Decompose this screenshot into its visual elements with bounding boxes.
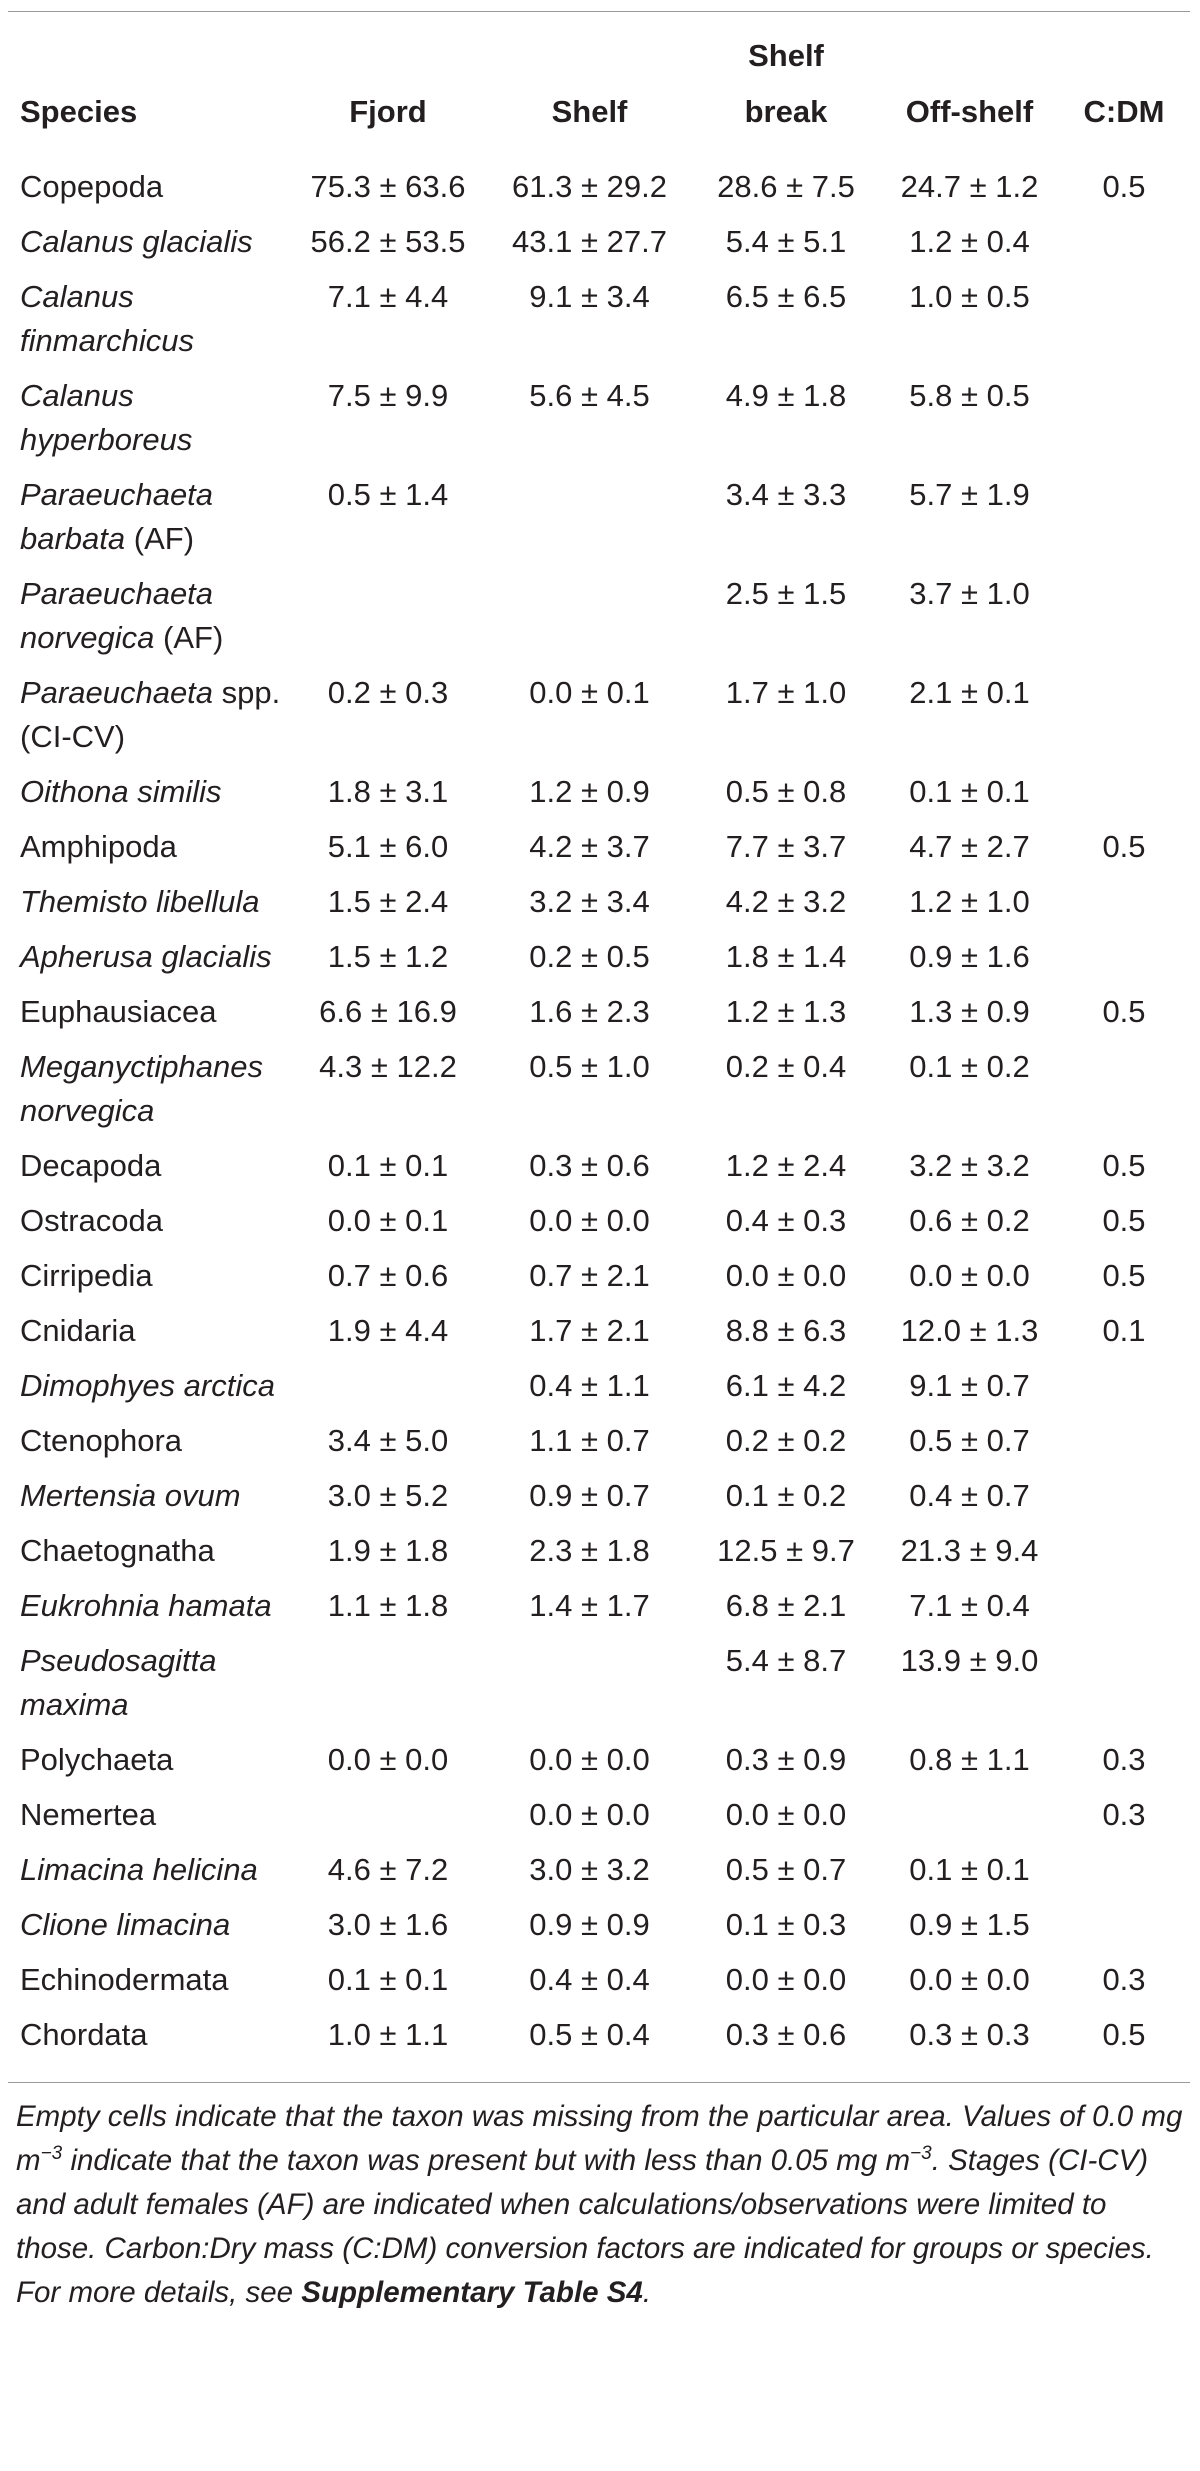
species-cell bbox=[8, 1254, 288, 1309]
shelf-break-cell: 4.9 ± 1.8 bbox=[725, 378, 847, 413]
shelf-break-cell: 0.3 ± 0.6 bbox=[725, 2017, 847, 2052]
species-cell bbox=[8, 1584, 288, 1639]
species-cell bbox=[8, 1419, 288, 1474]
off-shelf-cell: 13.9 ± 9.0 bbox=[900, 1643, 1039, 1678]
off-shelf-cell: 1.2 ± 1.0 bbox=[909, 884, 1030, 919]
species-cell bbox=[8, 1848, 288, 1903]
fjord-cell: 4.3 ± 12.2 bbox=[319, 1049, 457, 1084]
shelf-break-cell: 6.8 ± 2.1 bbox=[725, 1588, 847, 1623]
shelf-break-cell: 0.5 ± 0.7 bbox=[725, 1852, 847, 1887]
off-shelf-cell bbox=[881, 1793, 1058, 1848]
header-species: Species bbox=[20, 94, 138, 129]
off-shelf-cell: 5.7 ± 1.9 bbox=[909, 477, 1030, 512]
table-row bbox=[8, 880, 1190, 935]
off-shelf-cell: 0.9 ± 1.5 bbox=[909, 1907, 1030, 1942]
fjord-cell: 0.2 ± 0.3 bbox=[327, 675, 449, 710]
species-name: Polychaeta bbox=[20, 1742, 174, 1777]
shelf-break-cell: 3.4 ± 3.3 bbox=[725, 477, 847, 512]
cdm-cell: 0.1 bbox=[1102, 1313, 1146, 1348]
shelf-cell: 0.7 ± 2.1 bbox=[529, 1258, 650, 1293]
species-qualifier: (AF) bbox=[154, 620, 224, 655]
shelf-break-cell: 0.2 ± 0.2 bbox=[725, 1423, 847, 1458]
species-cell bbox=[8, 935, 288, 990]
shelf-cell bbox=[488, 473, 691, 572]
off-shelf-cell: 1.2 ± 0.4 bbox=[909, 224, 1030, 259]
table-row bbox=[8, 1474, 1190, 1529]
cdm-cell: 0.5 bbox=[1102, 1148, 1146, 1183]
table-row bbox=[8, 374, 1190, 473]
species-name: Clione limacina bbox=[20, 1907, 231, 1942]
off-shelf-cell: 4.7 ± 2.7 bbox=[909, 829, 1030, 864]
cdm-cell bbox=[1058, 1584, 1190, 1639]
table-container bbox=[8, 0, 1190, 2315]
shelf-break-cell: 28.6 ± 7.5 bbox=[717, 169, 855, 204]
table-row bbox=[8, 935, 1190, 990]
cdm-cell bbox=[1058, 935, 1190, 990]
fjord-cell: 3.0 ± 1.6 bbox=[327, 1907, 449, 1942]
table-row bbox=[8, 1254, 1190, 1309]
fjord-cell: 0.7 ± 0.6 bbox=[327, 1258, 449, 1293]
cdm-cell: 0.5 bbox=[1102, 2017, 1146, 2052]
fjord-cell: 3.0 ± 5.2 bbox=[327, 1478, 449, 1513]
species-cell bbox=[8, 1309, 288, 1364]
off-shelf-cell: 0.6 ± 0.2 bbox=[909, 1203, 1030, 1238]
table-body bbox=[8, 152, 1190, 2068]
off-shelf-cell: 0.0 ± 0.0 bbox=[909, 1962, 1030, 1997]
cdm-cell bbox=[1058, 374, 1190, 473]
species-name: Calanus hyperboreus bbox=[20, 378, 193, 457]
species-cell bbox=[8, 825, 288, 880]
cdm-cell bbox=[1058, 1045, 1190, 1144]
fjord-cell: 5.1 ± 6.0 bbox=[327, 829, 449, 864]
off-shelf-cell: 21.3 ± 9.4 bbox=[900, 1533, 1039, 1568]
shelf-break-cell: 1.8 ± 1.4 bbox=[725, 939, 847, 974]
fjord-cell: 0.1 ± 0.1 bbox=[327, 1962, 449, 1997]
off-shelf-cell: 1.3 ± 0.9 bbox=[909, 994, 1030, 1029]
shelf-cell: 9.1 ± 3.4 bbox=[529, 279, 650, 314]
species-cell bbox=[8, 1144, 288, 1199]
shelf-cell: 61.3 ± 29.2 bbox=[512, 169, 667, 204]
shelf-break-cell: 0.0 ± 0.0 bbox=[725, 1258, 847, 1293]
fjord-cell: 56.2 ± 53.5 bbox=[310, 224, 466, 259]
header-cdm: C:DM bbox=[1083, 94, 1165, 129]
species-name: Amphipoda bbox=[20, 829, 177, 864]
table-row bbox=[8, 1199, 1190, 1254]
table-row bbox=[8, 825, 1190, 880]
shelf-cell: 0.5 ± 0.4 bbox=[529, 2017, 650, 2052]
off-shelf-cell: 0.1 ± 0.1 bbox=[909, 774, 1030, 809]
cdm-cell bbox=[1058, 1419, 1190, 1474]
off-shelf-cell: 9.1 ± 0.7 bbox=[909, 1368, 1030, 1403]
shelf-break-cell: 0.0 ± 0.0 bbox=[725, 1962, 847, 1997]
biomass-table bbox=[8, 12, 1190, 2068]
species-name: Echinodermata bbox=[20, 1962, 229, 1997]
shelf-cell: 1.4 ± 1.7 bbox=[529, 1588, 650, 1623]
table-footnote: Empty cells indicate that the taxon was missing from the particular area. Values of 0.0 mg $m^{-3}$ indicate that the taxon was present but with less than 0.05 mg $m^{-3}$. Stages (CI-CV) and adult females (AF) are indicated when calculations/observations were limited to those. Carbon:Dry mass (C:DM) conversion factors are indicated for groups or species. For more details, see Supplementary Table S4. bbox=[16, 2100, 1183, 2309]
species-name: Euphausiacea bbox=[20, 994, 217, 1029]
shelf-cell: 0.0 ± 0.1 bbox=[529, 675, 650, 710]
table-row bbox=[8, 770, 1190, 825]
species-name: Oithona similis bbox=[20, 774, 222, 809]
shelf-cell bbox=[488, 572, 691, 671]
species-cell bbox=[8, 1903, 288, 1958]
shelf-break-cell: 6.5 ± 6.5 bbox=[725, 279, 847, 314]
species-name: Limacina helicina bbox=[20, 1852, 258, 1887]
shelf-cell: 0.9 ± 0.9 bbox=[529, 1907, 650, 1942]
fjord-cell: 7.5 ± 9.9 bbox=[327, 378, 449, 413]
off-shelf-cell: 0.0 ± 0.0 bbox=[909, 1258, 1030, 1293]
species-name: Chaetognatha bbox=[20, 1533, 215, 1568]
species-qualifier: (AF) bbox=[125, 521, 195, 556]
cdm-cell: 0.5 bbox=[1102, 994, 1146, 1029]
shelf-break-cell: 1.7 ± 1.0 bbox=[725, 675, 847, 710]
off-shelf-cell: 24.7 ± 1.2 bbox=[900, 169, 1039, 204]
header-shelf: Shelf bbox=[551, 94, 628, 129]
fjord-cell: 0.0 ± 0.0 bbox=[327, 1742, 449, 1777]
species-name: Chordata bbox=[20, 2017, 148, 2052]
cdm-cell bbox=[1058, 1639, 1190, 1738]
table-row bbox=[8, 671, 1190, 770]
off-shelf-cell: 0.4 ± 0.7 bbox=[909, 1478, 1030, 1513]
species-name: Nemertea bbox=[20, 1797, 157, 1832]
species-name: Eukrohnia hamata bbox=[20, 1588, 272, 1623]
off-shelf-cell: 3.2 ± 3.2 bbox=[909, 1148, 1030, 1183]
table-row bbox=[8, 1144, 1190, 1199]
shelf-break-cell: 0.4 ± 0.3 bbox=[725, 1203, 847, 1238]
cdm-cell bbox=[1058, 1474, 1190, 1529]
species-name: Meganyctiphanes norvegica bbox=[20, 1049, 263, 1128]
species-cell bbox=[8, 880, 288, 935]
species-cell bbox=[8, 1958, 288, 2013]
shelf-break-cell: 1.2 ± 2.4 bbox=[725, 1148, 847, 1183]
species-name: Calanus glacialis bbox=[20, 224, 253, 259]
shelf-break-cell: 8.8 ± 6.3 bbox=[725, 1313, 847, 1348]
header-shelf-break-line2: break bbox=[744, 94, 828, 129]
cdm-cell: 0.5 bbox=[1102, 1258, 1146, 1293]
off-shelf-cell: 12.0 ± 1.3 bbox=[900, 1313, 1039, 1348]
species-cell bbox=[8, 1045, 288, 1144]
shelf-break-cell: 7.7 ± 3.7 bbox=[725, 829, 847, 864]
species-cell bbox=[8, 220, 288, 275]
fjord-cell: 3.4 ± 5.0 bbox=[327, 1423, 449, 1458]
fjord-cell: 1.8 ± 3.1 bbox=[327, 774, 449, 809]
fjord-cell: 0.5 ± 1.4 bbox=[327, 477, 449, 512]
shelf-break-cell: 2.5 ± 1.5 bbox=[725, 576, 847, 611]
shelf-cell: 0.0 ± 0.0 bbox=[529, 1203, 650, 1238]
table-row bbox=[8, 572, 1190, 671]
fjord-cell: 1.9 ± 1.8 bbox=[327, 1533, 449, 1568]
species-name: Cirripedia bbox=[20, 1258, 153, 1293]
table-row bbox=[8, 1793, 1190, 1848]
species-cell bbox=[8, 1474, 288, 1529]
shelf-cell: 3.0 ± 3.2 bbox=[529, 1852, 650, 1887]
shelf-cell: 0.0 ± 0.0 bbox=[529, 1742, 650, 1777]
species-cell bbox=[8, 1529, 288, 1584]
shelf-cell: 1.7 ± 2.1 bbox=[529, 1313, 650, 1348]
species-cell bbox=[8, 671, 288, 770]
shelf-cell: 5.6 ± 4.5 bbox=[529, 378, 650, 413]
table-row bbox=[8, 1903, 1190, 1958]
header-off-shelf: Off-shelf bbox=[905, 94, 1034, 129]
shelf-break-cell: 0.2 ± 0.4 bbox=[725, 1049, 847, 1084]
shelf-cell: 0.3 ± 0.6 bbox=[529, 1148, 650, 1183]
shelf-cell: 1.2 ± 0.9 bbox=[529, 774, 650, 809]
shelf-break-cell: 0.0 ± 0.0 bbox=[725, 1797, 847, 1832]
cdm-cell bbox=[1058, 220, 1190, 275]
fjord-cell: 1.5 ± 1.2 bbox=[327, 939, 449, 974]
off-shelf-cell: 0.5 ± 0.7 bbox=[909, 1423, 1030, 1458]
shelf-break-cell: 0.3 ± 0.9 bbox=[725, 1742, 847, 1777]
shelf-cell: 3.2 ± 3.4 bbox=[529, 884, 650, 919]
species-cell bbox=[8, 1738, 288, 1793]
shelf-cell: 43.1 ± 27.7 bbox=[512, 224, 667, 259]
fjord-cell bbox=[288, 572, 488, 671]
header-shelf-break-line1: Shelf bbox=[748, 38, 824, 73]
species-name: Pseudosagitta maxima bbox=[20, 1643, 217, 1722]
off-shelf-cell: 0.3 ± 0.3 bbox=[909, 2017, 1030, 2052]
species-name: Paraeuchaeta barbata bbox=[20, 477, 214, 556]
species-name: Themisto libellula bbox=[20, 884, 260, 919]
table-row bbox=[8, 1958, 1190, 2013]
table-row bbox=[8, 1419, 1190, 1474]
cdm-cell: 0.5 bbox=[1102, 829, 1146, 864]
cdm-cell bbox=[1058, 1529, 1190, 1584]
off-shelf-cell: 0.8 ± 1.1 bbox=[909, 1742, 1030, 1777]
shelf-cell bbox=[488, 1639, 691, 1738]
shelf-cell: 0.2 ± 0.5 bbox=[529, 939, 650, 974]
species-cell bbox=[8, 1364, 288, 1419]
cdm-cell: 0.3 bbox=[1102, 1962, 1146, 1997]
cdm-cell bbox=[1058, 1364, 1190, 1419]
fjord-cell bbox=[288, 1793, 488, 1848]
cdm-cell bbox=[1058, 1903, 1190, 1958]
fjord-cell: 1.1 ± 1.8 bbox=[327, 1588, 449, 1623]
fjord-cell: 7.1 ± 4.4 bbox=[327, 279, 449, 314]
cdm-cell bbox=[1058, 671, 1190, 770]
species-cell bbox=[8, 2013, 288, 2068]
species-cell bbox=[8, 1639, 288, 1738]
cdm-cell: 0.5 bbox=[1102, 1203, 1146, 1238]
species-qualifier: spp. (CI-CV) bbox=[20, 675, 281, 754]
fjord-cell bbox=[288, 1364, 488, 1419]
cdm-cell: 0.5 bbox=[1102, 169, 1146, 204]
table-row bbox=[8, 220, 1190, 275]
species-cell bbox=[8, 152, 288, 220]
shelf-break-cell: 5.4 ± 5.1 bbox=[725, 224, 847, 259]
table-row bbox=[8, 473, 1190, 572]
fjord-cell: 0.0 ± 0.1 bbox=[327, 1203, 449, 1238]
table-row bbox=[8, 1045, 1190, 1144]
cdm-cell bbox=[1058, 880, 1190, 935]
shelf-cell: 2.3 ± 1.8 bbox=[529, 1533, 650, 1568]
species-name: Mertensia ovum bbox=[20, 1478, 241, 1513]
fjord-cell bbox=[288, 1639, 488, 1738]
table-row bbox=[8, 275, 1190, 374]
shelf-cell: 0.0 ± 0.0 bbox=[529, 1797, 650, 1832]
species-cell bbox=[8, 572, 288, 671]
cdm-cell bbox=[1058, 473, 1190, 572]
species-name: Cnidaria bbox=[20, 1313, 136, 1348]
fjord-cell: 1.5 ± 2.4 bbox=[327, 884, 449, 919]
table-row bbox=[8, 1848, 1190, 1903]
table-row bbox=[8, 1584, 1190, 1639]
shelf-break-cell: 4.2 ± 3.2 bbox=[725, 884, 847, 919]
off-shelf-cell: 3.7 ± 1.0 bbox=[909, 576, 1030, 611]
fjord-cell: 4.6 ± 7.2 bbox=[327, 1852, 449, 1887]
off-shelf-cell: 1.0 ± 0.5 bbox=[909, 279, 1030, 314]
species-name: Ostracoda bbox=[20, 1203, 164, 1238]
cdm-cell bbox=[1058, 572, 1190, 671]
shelf-cell: 4.2 ± 3.7 bbox=[529, 829, 650, 864]
species-cell bbox=[8, 770, 288, 825]
shelf-break-cell: 0.1 ± 0.2 bbox=[725, 1478, 847, 1513]
fjord-cell: 6.6 ± 16.9 bbox=[319, 994, 457, 1029]
species-cell bbox=[8, 990, 288, 1045]
cdm-cell: 0.3 bbox=[1102, 1742, 1146, 1777]
species-name: Apherusa glacialis bbox=[20, 939, 272, 974]
table-row bbox=[8, 1529, 1190, 1584]
fjord-cell: 75.3 ± 63.6 bbox=[310, 169, 466, 204]
shelf-break-cell: 12.5 ± 9.7 bbox=[717, 1533, 855, 1568]
species-name: Paraeuchaeta bbox=[20, 675, 214, 710]
shelf-break-cell: 1.2 ± 1.3 bbox=[725, 994, 847, 1029]
off-shelf-cell: 5.8 ± 0.5 bbox=[909, 378, 1030, 413]
species-name: Calanus finmarchicus bbox=[20, 279, 194, 358]
shelf-cell: 0.4 ± 0.4 bbox=[529, 1962, 650, 1997]
species-cell bbox=[8, 275, 288, 374]
off-shelf-cell: 0.9 ± 1.6 bbox=[909, 939, 1030, 974]
species-cell bbox=[8, 1793, 288, 1848]
off-shelf-cell: 0.1 ± 0.1 bbox=[909, 1852, 1030, 1887]
cdm-cell bbox=[1058, 275, 1190, 374]
species-name: Copepoda bbox=[20, 169, 164, 204]
table-row bbox=[8, 990, 1190, 1045]
cdm-cell: 0.3 bbox=[1102, 1797, 1146, 1832]
shelf-cell: 0.4 ± 1.1 bbox=[529, 1368, 650, 1403]
table-row bbox=[8, 1309, 1190, 1364]
species-cell bbox=[8, 473, 288, 572]
shelf-cell: 0.5 ± 1.0 bbox=[529, 1049, 650, 1084]
shelf-cell: 1.6 ± 2.3 bbox=[529, 994, 650, 1029]
species-name: Paraeuchaeta norvegica bbox=[20, 576, 214, 655]
off-shelf-cell: 7.1 ± 0.4 bbox=[909, 1588, 1030, 1623]
fjord-cell: 1.0 ± 1.1 bbox=[327, 2017, 449, 2052]
species-name: Dimophyes arctica bbox=[20, 1368, 275, 1403]
cdm-cell bbox=[1058, 1848, 1190, 1903]
table-header bbox=[8, 12, 1190, 152]
shelf-break-cell: 0.5 ± 0.8 bbox=[725, 774, 847, 809]
shelf-break-cell: 6.1 ± 4.2 bbox=[725, 1368, 847, 1403]
table-row bbox=[8, 1364, 1190, 1419]
table-row bbox=[8, 2013, 1190, 2068]
species-cell bbox=[8, 374, 288, 473]
shelf-cell: 0.9 ± 0.7 bbox=[529, 1478, 650, 1513]
cdm-cell bbox=[1058, 770, 1190, 825]
shelf-break-cell: 0.1 ± 0.3 bbox=[725, 1907, 847, 1942]
supplementary-table-link[interactable]: Supplementary Table S4 bbox=[301, 2276, 643, 2309]
table-row bbox=[8, 1738, 1190, 1793]
fjord-cell: 1.9 ± 4.4 bbox=[327, 1313, 449, 1348]
off-shelf-cell: 0.1 ± 0.2 bbox=[909, 1049, 1030, 1084]
table-row bbox=[8, 1639, 1190, 1738]
species-name: Decapoda bbox=[20, 1148, 162, 1183]
header-fjord: Fjord bbox=[349, 94, 427, 129]
shelf-break-cell: 5.4 ± 8.7 bbox=[725, 1643, 847, 1678]
species-cell bbox=[8, 1199, 288, 1254]
species-name: Ctenophora bbox=[20, 1423, 183, 1458]
table-row bbox=[8, 152, 1190, 220]
shelf-cell: 1.1 ± 0.7 bbox=[529, 1423, 650, 1458]
off-shelf-cell: 2.1 ± 0.1 bbox=[909, 675, 1030, 710]
fjord-cell: 0.1 ± 0.1 bbox=[327, 1148, 449, 1183]
